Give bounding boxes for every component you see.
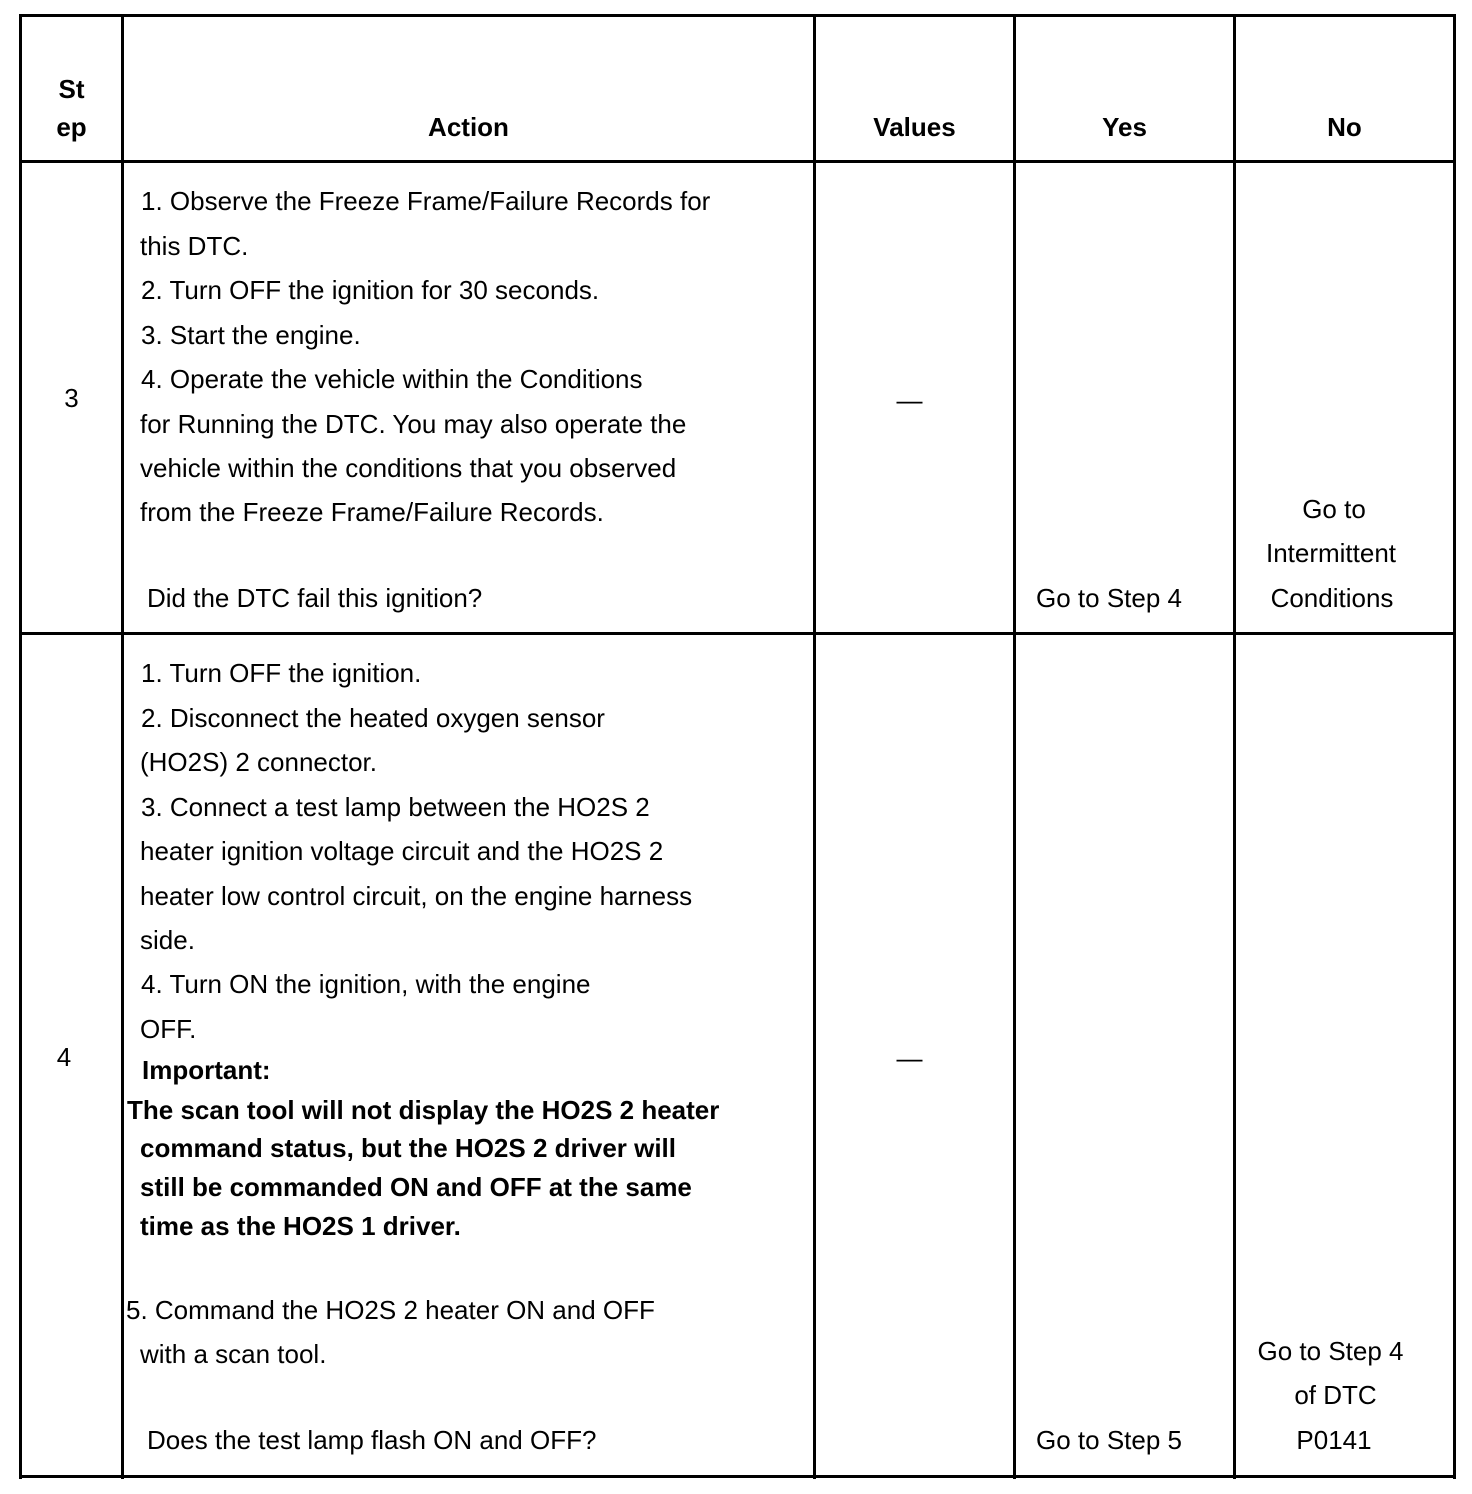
action-line: 5. Command the HO2S 2 heater ON and OFF bbox=[126, 1295, 655, 1325]
no-link[interactable]: Conditions bbox=[1270, 583, 1394, 613]
important-note-line: time as the HO2S 1 driver. bbox=[140, 1211, 461, 1241]
no-link[interactable]: of DTC bbox=[1294, 1380, 1377, 1410]
action-line: side. bbox=[140, 925, 195, 955]
step-number: 3 bbox=[64, 383, 79, 413]
action-line: 4. Operate the vehicle within the Conditions bbox=[141, 364, 643, 394]
action-question: Did the DTC fail this ignition? bbox=[147, 583, 483, 613]
action-line: 2. Disconnect the heated oxygen sensor bbox=[141, 703, 605, 733]
table-bottom-border bbox=[19, 1475, 1456, 1478]
value-dash: — bbox=[896, 385, 923, 415]
header-yes: Yes bbox=[1102, 112, 1147, 142]
action-line: 1. Observe the Freeze Frame/Failure Records for bbox=[141, 186, 711, 216]
action-line: vehicle within the conditions that you observed bbox=[140, 453, 677, 483]
action-line: heater ignition voltage circuit and the HO2S 2 bbox=[140, 836, 664, 866]
col-divider-yes-no bbox=[1233, 14, 1236, 1479]
table-top-border bbox=[19, 14, 1456, 17]
action-line: this DTC. bbox=[140, 231, 249, 261]
action-question: Does the test lamp flash ON and OFF? bbox=[147, 1425, 597, 1455]
header-no: No bbox=[1327, 112, 1362, 142]
col-divider-step-action bbox=[121, 14, 124, 1479]
header-step-line1: St bbox=[58, 74, 85, 104]
header-bottom-border bbox=[19, 160, 1456, 163]
value-dash: — bbox=[896, 1043, 923, 1073]
header-step-line2: ep bbox=[56, 112, 87, 142]
no-link[interactable]: P0141 bbox=[1296, 1425, 1372, 1455]
header-step bbox=[22, 70, 121, 146]
action-line: 4. Turn ON the ignition, with the engine bbox=[141, 969, 591, 999]
header-action: Action bbox=[428, 112, 509, 142]
no-link[interactable]: Go to bbox=[1302, 494, 1366, 524]
table-left-border bbox=[19, 14, 22, 1479]
action-line: with a scan tool. bbox=[140, 1339, 327, 1369]
table-right-border bbox=[1453, 14, 1456, 1479]
step-number: 4 bbox=[56, 1042, 72, 1072]
yes-link[interactable]: Go to Step 4 bbox=[1036, 583, 1182, 613]
col-divider-action-values bbox=[813, 14, 816, 1479]
action-line: for Running the DTC. You may also operate the bbox=[140, 409, 687, 439]
important-note-line: still be commanded ON and OFF at the same bbox=[140, 1172, 692, 1202]
no-link[interactable]: Go to Step 4 bbox=[1257, 1336, 1404, 1366]
important-note-line: command status, but the HO2S 2 driver will bbox=[140, 1133, 677, 1163]
important-label: Important: bbox=[142, 1055, 271, 1085]
action-line: heater low control circuit, on the engine harness bbox=[140, 881, 693, 911]
action-line: 1. Turn OFF the ignition. bbox=[141, 658, 422, 688]
action-line: 3. Start the engine. bbox=[141, 320, 361, 350]
important-note-line: The scan tool will not display the HO2S 2 heater bbox=[127, 1095, 720, 1125]
action-line: (HO2S) 2 connector. bbox=[140, 747, 377, 777]
no-link[interactable]: Intermittent bbox=[1265, 538, 1397, 568]
action-line: OFF. bbox=[140, 1014, 197, 1044]
action-line: from the Freeze Frame/Failure Records. bbox=[140, 497, 604, 527]
header-values: Values bbox=[873, 112, 956, 142]
yes-link[interactable]: Go to Step 5 bbox=[1036, 1425, 1182, 1455]
action-line: 2. Turn OFF the ignition for 30 seconds. bbox=[141, 275, 600, 305]
action-line: 3. Connect a test lamp between the HO2S 2 bbox=[141, 792, 650, 822]
row-3-bottom-border bbox=[19, 632, 1456, 635]
col-divider-values-yes bbox=[1013, 14, 1016, 1479]
